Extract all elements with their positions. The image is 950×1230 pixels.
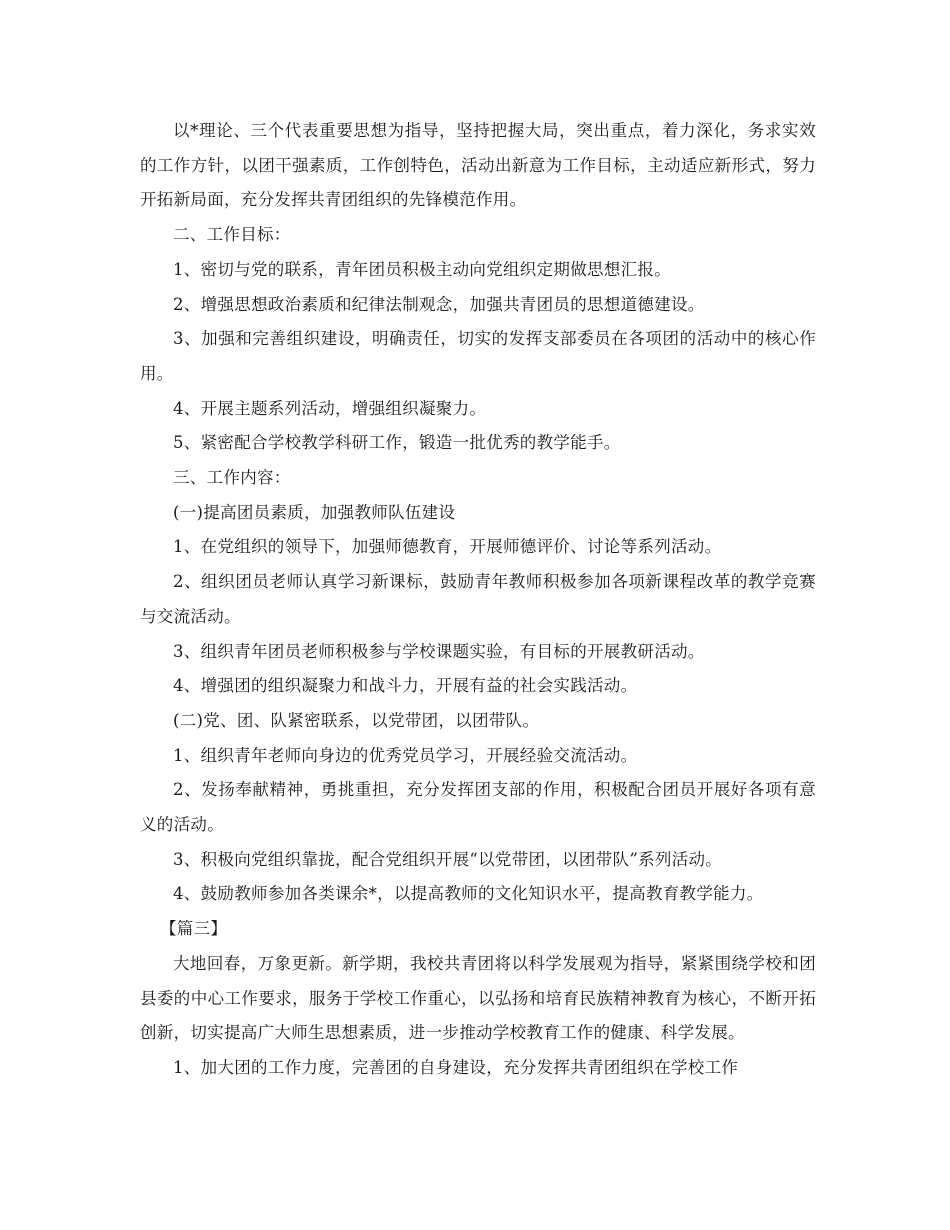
section-heading-work-goals: 二、工作目标：	[173, 225, 291, 245]
content-item-1-2: 2、组织团员老师认真学习新课标，鼓励青年教师积极参加各项新课程改革的教学竞赛与交流活动。	[140, 572, 816, 626]
content-item-2-2: 2、发扬奉献精神，勇挑重担，充分发挥团支部的作用，积极配合团员开展好各项有意义的活动。	[140, 780, 816, 835]
content-item-2-4: 4、鼓励教师参加各类课余*，以提高教师的文化知识水平，提高教育教学能力。	[173, 884, 764, 904]
content-item-1-4: 4、增强团的组织凝聚力和战斗力，开展有益的社会实践活动。	[173, 676, 638, 696]
paragraph-guiding-principle: 以*理论、三个代表重要思想为指导，坚持把握大局，突出重点，着力深化，务求实效的工作方针，以团干强素质，工作创特色，活动出新意为工作目标，主动适应新形式，努力开拓新局面，充分发挥共青团组织的先锋模范作用。	[140, 121, 816, 210]
content-item-2-3: 3、积极向党组织靠拢，配合党组织开展“以党带团，以团带队”系列活动。	[173, 849, 723, 869]
goal-item-1: 1、密切与党的联系，青年团员积极主动向党组织定期做思想汇报。	[173, 259, 671, 279]
chapter-heading-part-three: 【篇三】	[160, 919, 228, 939]
subsection-heading-1: (一)提高团员素质，加强教师队伍建设	[173, 502, 456, 522]
content-item-1-3: 3、组织青年团员老师积极参与学校课题实验，有目标的开展教研活动。	[173, 641, 705, 661]
content-item-1-1: 1、在党组织的领导下，加强师德教育，开展师德评价、讨论等系列活动。	[173, 537, 722, 557]
goal-item-4: 4、开展主题系列活动，增强组织凝聚力。	[173, 398, 487, 418]
goal-item-2: 2、增强思想政治素质和纪律法制观念，加强共青团员的思想道德建设。	[173, 294, 705, 314]
goal-item-3: 3、加强和完善组织建设，明确责任，切实的发挥支部委员在各项团的活动中的核心作用。	[140, 329, 816, 383]
paragraph-part-three-intro: 大地回春，万象更新。新学期，我校共青团将以科学发展观为指导，紧紧围绕学校和团县委的中心工作要求，服务于学校工作重心，以弘扬和培育民族精神教育为核心，不断开拓创新，切实提高广大师生思想素质，进一步推动学校教育工作的健康、科学发展。	[140, 953, 816, 1043]
section-heading-work-content: 三、工作内容：	[173, 468, 291, 488]
content-item-2-1: 1、组织青年老师向身边的优秀党员学习，开展经验交流活动。	[173, 745, 638, 765]
document-body	[140, 114, 816, 1086]
goal-item-5: 5、紧密配合学校教学科研工作，锻造一批优秀的教学能手。	[173, 433, 621, 453]
part-three-item-1: 1、加大团的工作力度，完善团的自身建设，充分发挥共青团组织在学校工作	[173, 1057, 739, 1077]
subsection-heading-2: (二)党、团、队紧密联系，以党带团，以团带队。	[173, 710, 540, 730]
